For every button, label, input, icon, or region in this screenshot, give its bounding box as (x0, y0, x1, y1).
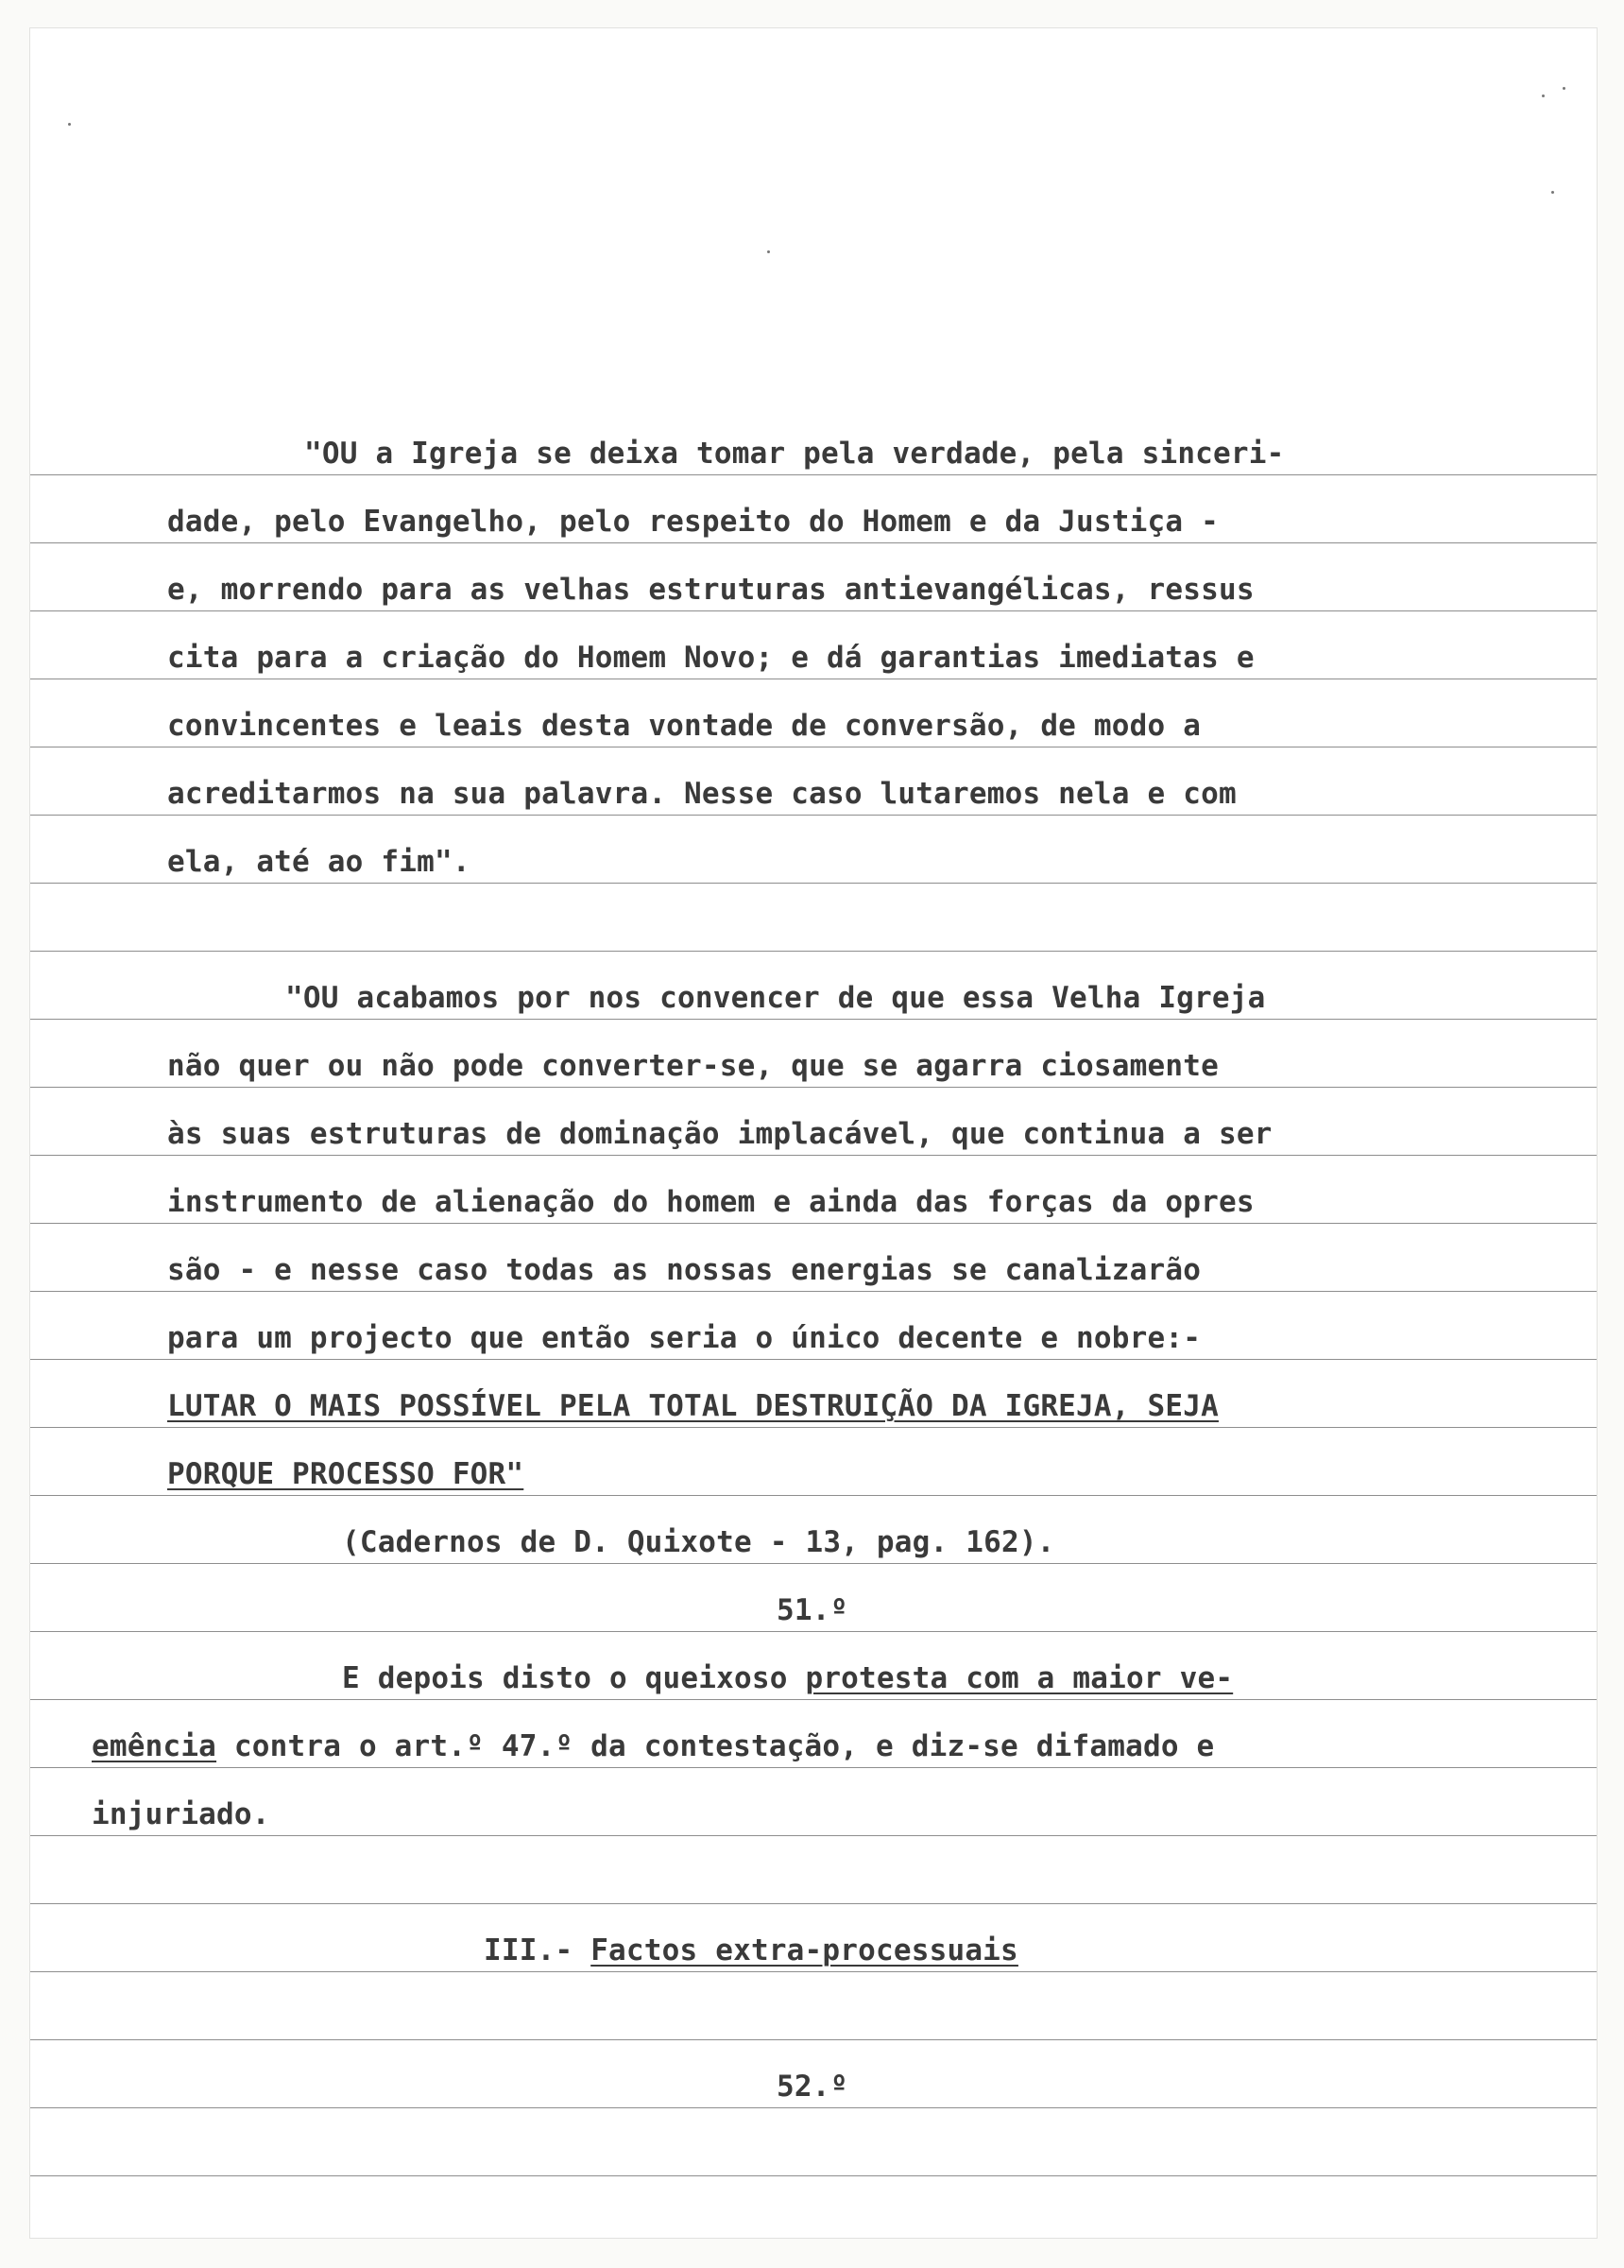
article-51-line-1 (342, 1661, 1233, 1695)
underlined-text-line: PORQUE PROCESSO FOR" (167, 1457, 524, 1491)
text-line: "OU acabamos por nos convencer de que essa Velha Igreja (285, 981, 1266, 1015)
ruled-line (30, 1019, 1597, 1020)
citation: (Cadernos de D. Quixote - 13, pag. 162). (342, 1525, 1055, 1559)
section-heading (484, 1933, 1018, 1967)
ruled-line (30, 1495, 1597, 1496)
text-line: "OU a Igreja se deixa tomar pela verdade, pela sinceri- (304, 437, 1285, 471)
ruled-line (30, 1291, 1597, 1292)
scan-speck (1542, 94, 1545, 97)
section-title: Factos extra-processuais (590, 1933, 1018, 1967)
ruled-line (30, 1767, 1597, 1768)
ruled-line (30, 1835, 1597, 1836)
ruled-paper (30, 28, 1597, 2238)
text-line: cita para a criação do Homem Novo; e dá garantias imediatas e (167, 641, 1255, 675)
text-span: E depois disto o queixoso (342, 1661, 806, 1695)
text-span: contra o art.º 47.º da contestação, e diz-se difamado e (216, 1729, 1215, 1763)
ruled-line (30, 815, 1597, 816)
text-line: para um projecto que então seria o único decente e nobre:- (167, 1321, 1202, 1355)
ruled-line (30, 1903, 1597, 1904)
ruled-line (30, 474, 1597, 475)
scan-speck (1563, 87, 1565, 90)
ruled-line (30, 951, 1597, 952)
text-line: convincentes e leais desta vontade de conversão, de modo a (167, 709, 1202, 743)
text-line: não quer ou não pode converter-se, que se agarra ciosamente (167, 1049, 1219, 1083)
underlined-span: protesta com a maior ve- (805, 1661, 1234, 1695)
ruled-line (30, 2107, 1597, 2108)
section-numeral: III.- (484, 1933, 591, 1967)
ruled-line (30, 1155, 1597, 1156)
scan-speck (1551, 191, 1554, 194)
scan-speck (68, 123, 71, 126)
text-line: acreditarmos na sua palavra. Nesse caso lutaremos nela e com (167, 777, 1237, 811)
ruled-line (30, 1699, 1597, 1700)
ruled-line (30, 883, 1597, 884)
text-line: ela, até ao fim". (167, 845, 470, 879)
ruled-line (30, 1631, 1597, 1632)
scan-speck (767, 250, 770, 253)
article-51-line-2 (92, 1729, 1214, 1763)
ruled-line (30, 1427, 1597, 1428)
article-number-51: 51.º (777, 1593, 848, 1627)
ruled-line (30, 2175, 1597, 2176)
ruled-line (30, 2039, 1597, 2040)
text-line: e, morrendo para as velhas estruturas antievangélicas, ressus (167, 573, 1255, 607)
ruled-line (30, 1223, 1597, 1224)
text-line: dade, pelo Evangelho, pelo respeito do Homem e da Justiça - (167, 505, 1219, 539)
article-number-52: 52.º (777, 2070, 848, 2104)
underlined-span: emência (92, 1729, 217, 1763)
article-51-line-3: injuriado. (92, 1797, 270, 1831)
ruled-line (30, 1087, 1597, 1088)
ruled-line (30, 610, 1597, 611)
text-line: às suas estruturas de dominação implacável, que continua a ser (167, 1117, 1273, 1151)
ruled-line (30, 1971, 1597, 1972)
text-line: instrumento de alienação do homem e ainda das forças da opres (167, 1185, 1255, 1219)
underlined-text-line: LUTAR O MAIS POSSÍVEL PELA TOTAL DESTRUIÇÃO DA IGREJA, SEJA (167, 1389, 1219, 1423)
ruled-line (30, 1563, 1597, 1564)
ruled-line (30, 542, 1597, 543)
text-line: são - e nesse caso todas as nossas energias se canalizarão (167, 1253, 1202, 1287)
ruled-line (30, 1359, 1597, 1360)
